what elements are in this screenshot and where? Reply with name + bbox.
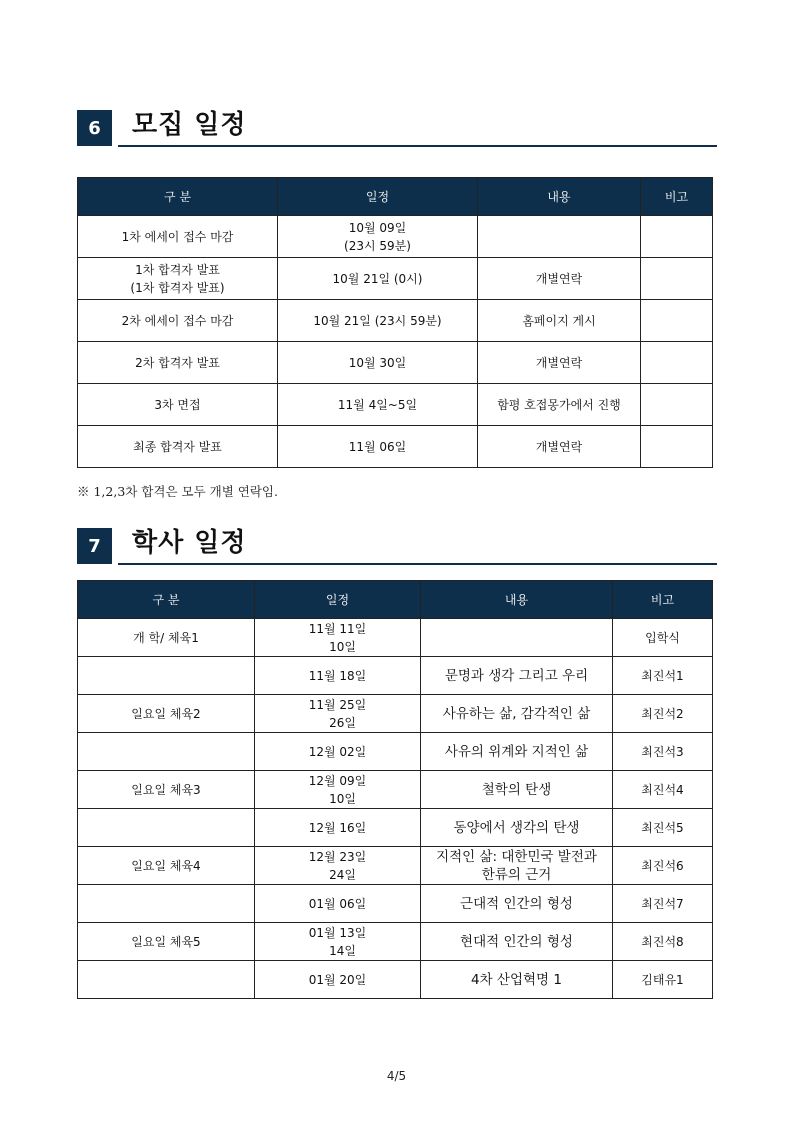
cell-note: 최진석7 <box>613 885 713 923</box>
header-category: 구 분 <box>78 581 255 619</box>
cell-note: 김태유1 <box>613 961 713 999</box>
cell-category: 일요일 체육3 <box>78 771 255 809</box>
table-row <box>78 885 713 923</box>
cell-note: 최진석8 <box>613 923 713 961</box>
cell-date <box>255 695 421 733</box>
section-rule <box>118 563 717 565</box>
cell-category <box>78 657 255 695</box>
section-rule <box>118 145 717 147</box>
cell-category <box>78 961 255 999</box>
cell-note <box>641 342 713 384</box>
cell-text: 문명과 생각 그리고 우리 <box>444 667 589 684</box>
cell-text: 12월 09일 <box>308 773 367 788</box>
cell-text: 12월 16일 <box>308 820 367 835</box>
cell-date <box>278 300 478 342</box>
cell-text: 4차 산업혁명 1 <box>471 971 562 988</box>
cell-content <box>421 847 613 885</box>
cell-content <box>421 619 613 657</box>
cell-text: 1차 에세이 접수 마감 <box>121 229 234 244</box>
cell-text: 10월 21일 (0시) <box>332 271 423 286</box>
section-number: 7 <box>77 528 112 564</box>
cell-text: 01월 20일 <box>308 972 367 987</box>
cell-content <box>421 695 613 733</box>
cell-note: 최진석2 <box>613 695 713 733</box>
cell-note <box>641 300 713 342</box>
cell-text: 1차 합격자 발표 <box>135 262 220 277</box>
cell-category: 일요일 체육5 <box>78 923 255 961</box>
cell-category <box>78 733 255 771</box>
cell-date <box>255 733 421 771</box>
cell-date <box>255 619 421 657</box>
cell-text: 11월 25일 <box>308 697 367 712</box>
cell-text: 10일 <box>329 791 356 806</box>
cell-text: (1차 합격자 발표) <box>130 280 225 295</box>
cell-note: 최진석4 <box>613 771 713 809</box>
cell-note: 최진석3 <box>613 733 713 771</box>
cell-date <box>278 426 478 468</box>
cell-date <box>278 216 478 258</box>
cell-note <box>641 216 713 258</box>
cell-text: 14일 <box>329 943 356 958</box>
cell-text: 2차 합격자 발표 <box>135 355 220 370</box>
cell-date <box>255 771 421 809</box>
footnote: ※ 1,2,3차 합격은 모두 개별 연락임. <box>77 484 278 499</box>
cell-text: 26일 <box>329 715 356 730</box>
table-row <box>78 258 713 300</box>
header-content: 내용 <box>478 178 641 216</box>
section-7-header <box>77 528 717 568</box>
cell-text: 현대적 인간의 형성 <box>460 933 573 950</box>
cell-date <box>255 847 421 885</box>
table-row <box>78 619 713 657</box>
cell-text: 10일 <box>329 639 356 654</box>
cell-content <box>421 771 613 809</box>
cell-date <box>278 384 478 426</box>
cell-text: 10월 09일 <box>348 220 407 235</box>
recruitment-schedule-table <box>77 177 713 468</box>
cell-category <box>78 426 278 468</box>
cell-note: 최진석1 <box>613 657 713 695</box>
cell-note <box>641 384 713 426</box>
cell-category <box>78 384 278 426</box>
header-date: 일정 <box>255 581 421 619</box>
table-header-row <box>78 178 713 216</box>
section-title: 모집 일정 <box>132 110 247 140</box>
header-note: 비고 <box>613 581 713 619</box>
cell-category: 개 학/ 체육1 <box>78 619 255 657</box>
cell-text: 11월 11일 <box>308 621 367 636</box>
table-row <box>78 961 713 999</box>
cell-text: 24일 <box>329 867 356 882</box>
table-row <box>78 923 713 961</box>
cell-content: 개별연락 <box>478 426 641 468</box>
cell-category <box>78 885 255 923</box>
cell-content: 개별연락 <box>478 342 641 384</box>
cell-date <box>278 342 478 384</box>
cell-text: 11월 06일 <box>348 439 407 454</box>
table-row <box>78 657 713 695</box>
cell-text: 12월 23일 <box>308 849 367 864</box>
cell-note: 입학식 <box>613 619 713 657</box>
cell-content: 함평 호접몽가에서 진행 <box>478 384 641 426</box>
cell-content: 개별연락 <box>478 258 641 300</box>
cell-text: 지적인 삶: 대한민국 발전과 <box>436 848 597 865</box>
cell-content <box>421 961 613 999</box>
table-row <box>78 300 713 342</box>
cell-category <box>78 342 278 384</box>
cell-text: 10월 21일 (23시 59분) <box>313 313 442 328</box>
cell-content <box>421 885 613 923</box>
table-header-row <box>78 581 713 619</box>
cell-category <box>78 258 278 300</box>
section-6-header <box>77 110 717 150</box>
academic-schedule-table <box>77 580 713 999</box>
table-row <box>78 426 713 468</box>
cell-date <box>278 258 478 300</box>
cell-text: 동양에서 생각의 탄생 <box>453 819 580 836</box>
cell-note <box>641 258 713 300</box>
cell-text: 01월 06일 <box>308 896 367 911</box>
header-category: 구 분 <box>78 178 278 216</box>
cell-category <box>78 300 278 342</box>
table-row <box>78 342 713 384</box>
cell-category <box>78 216 278 258</box>
cell-text: 12월 02일 <box>308 744 367 759</box>
cell-text: 사유의 위계와 지적인 삶 <box>444 743 589 760</box>
cell-category: 일요일 체육4 <box>78 847 255 885</box>
cell-text: 사유하는 삶, 감각적인 삶 <box>442 705 591 722</box>
cell-text: 10월 30일 <box>348 355 407 370</box>
table-row <box>78 809 713 847</box>
cell-content <box>421 657 613 695</box>
cell-note: 최진석6 <box>613 847 713 885</box>
page-number: 4/5 <box>386 1069 407 1083</box>
table-row <box>78 847 713 885</box>
cell-note <box>641 426 713 468</box>
cell-content <box>421 923 613 961</box>
cell-date <box>255 885 421 923</box>
cell-text: 한류의 근거 <box>481 866 552 883</box>
cell-content <box>478 216 641 258</box>
cell-date <box>255 809 421 847</box>
section-number: 6 <box>77 110 112 146</box>
cell-text: 3차 면접 <box>154 397 201 412</box>
cell-text: 11월 18일 <box>308 668 367 683</box>
cell-text: 최종 합격자 발표 <box>133 439 222 454</box>
cell-content <box>421 809 613 847</box>
cell-text: (23시 59분) <box>344 238 411 253</box>
section-title: 학사 일정 <box>132 528 247 558</box>
cell-content: 홈페이지 게시 <box>478 300 641 342</box>
table-row <box>78 771 713 809</box>
cell-date <box>255 657 421 695</box>
cell-text: 01월 13일 <box>308 925 367 940</box>
cell-date <box>255 923 421 961</box>
cell-date <box>255 961 421 999</box>
cell-note: 최진석5 <box>613 809 713 847</box>
cell-text: 2차 에세이 접수 마감 <box>121 313 234 328</box>
table-row <box>78 695 713 733</box>
cell-content <box>421 733 613 771</box>
header-content: 내용 <box>421 581 613 619</box>
table-row <box>78 216 713 258</box>
header-date: 일정 <box>278 178 478 216</box>
cell-category <box>78 809 255 847</box>
table-row <box>78 733 713 771</box>
cell-text: 근대적 인간의 형성 <box>460 895 573 912</box>
table-row <box>78 384 713 426</box>
cell-text: 11월 4일~5일 <box>337 397 418 412</box>
cell-category: 일요일 체육2 <box>78 695 255 733</box>
header-note: 비고 <box>641 178 713 216</box>
cell-text: 철학의 탄생 <box>481 781 552 798</box>
